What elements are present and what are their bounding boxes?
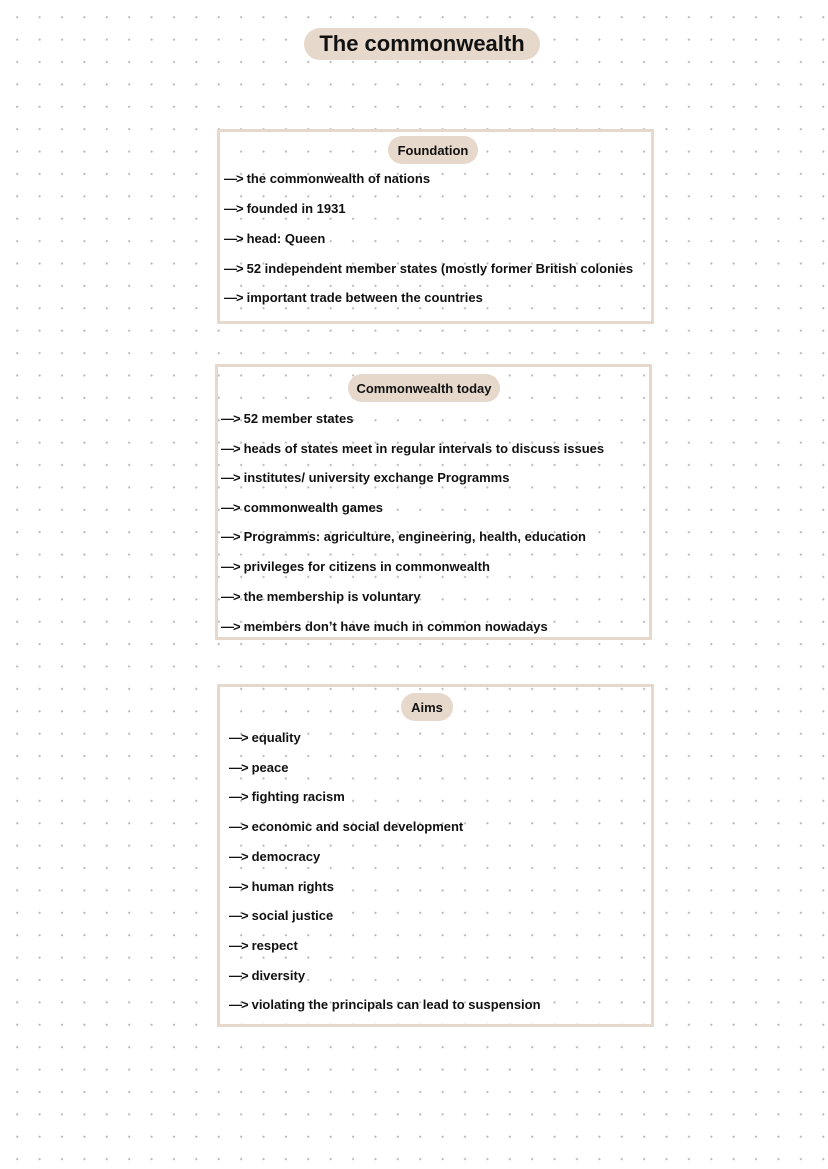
arrow-icon: —>	[221, 470, 240, 485]
list-item-text: 52 independent member states (mostly former British colonies	[246, 261, 634, 276]
arrow-icon: —>	[229, 997, 248, 1012]
section-heading: Commonwealth today	[348, 374, 500, 402]
arrow-icon: —>	[229, 789, 248, 804]
list-item-text: the commonwealth of nations	[246, 171, 431, 186]
section-commonwealth-today	[215, 364, 652, 640]
list-item-text: the membership is voluntary	[243, 589, 421, 604]
arrow-icon: —>	[224, 231, 243, 246]
list-item	[221, 470, 509, 486]
arrow-icon: —>	[229, 879, 248, 894]
list-item	[221, 559, 490, 575]
list-item	[221, 619, 548, 635]
list-item-text: economic and social development	[251, 819, 464, 834]
list-item	[229, 938, 298, 954]
list-item-text: respect	[251, 938, 298, 953]
list-item	[224, 231, 325, 247]
arrow-icon: —>	[221, 411, 240, 426]
arrow-icon: —>	[229, 819, 248, 834]
arrow-icon: —>	[221, 589, 240, 604]
list-item-text: privileges for citizens in commonwealth	[243, 559, 490, 574]
page-title: The commonwealth	[304, 28, 540, 60]
list-item-text: fighting racism	[251, 789, 345, 804]
list-item-text: human rights	[251, 879, 334, 894]
list-item	[221, 441, 604, 457]
list-item	[229, 879, 334, 895]
list-item-text: important trade between the countries	[246, 290, 483, 305]
list-item	[221, 500, 383, 516]
arrow-icon: —>	[229, 849, 248, 864]
list-item	[229, 760, 288, 776]
list-item-text: 52 member states	[243, 411, 354, 426]
arrow-icon: —>	[229, 968, 248, 983]
arrow-icon: —>	[224, 261, 243, 276]
section-aims	[217, 684, 654, 1027]
list-item-text: commonwealth games	[243, 500, 384, 515]
list-item	[224, 201, 346, 217]
list-item-text: heads of states meet in regular intervals to discuss issues	[243, 441, 605, 456]
arrow-icon: —>	[221, 619, 240, 634]
arrow-icon: —>	[224, 290, 243, 305]
list-item-text: diversity	[251, 968, 306, 983]
list-item	[224, 261, 633, 277]
arrow-icon: —>	[229, 760, 248, 775]
arrow-icon: —>	[221, 441, 240, 456]
list-item	[224, 171, 430, 187]
arrow-icon: —>	[224, 201, 243, 216]
list-item	[229, 789, 345, 805]
list-item-text: head: Queen	[246, 231, 326, 246]
list-item-text: founded in 1931	[246, 201, 346, 216]
list-item-text: peace	[251, 760, 289, 775]
arrow-icon: —>	[221, 500, 240, 515]
list-item-text: equality	[251, 730, 301, 745]
list-item	[229, 849, 320, 865]
list-item-text: violating the principals can lead to suspension	[251, 997, 541, 1012]
list-item	[229, 819, 463, 835]
list-item	[224, 290, 483, 306]
arrow-icon: —>	[229, 938, 248, 953]
list-item-text: democracy	[251, 849, 321, 864]
arrow-icon: —>	[221, 529, 240, 544]
list-item	[221, 411, 353, 427]
list-item-text: institutes/ university exchange Programms	[243, 470, 510, 485]
list-item	[229, 730, 301, 746]
list-item-text: Programms: agriculture, engineering, health, education	[243, 529, 586, 544]
list-item	[221, 529, 586, 545]
arrow-icon: —>	[221, 559, 240, 574]
arrow-icon: —>	[229, 730, 248, 745]
arrow-icon: —>	[224, 171, 243, 186]
section-heading: Aims	[401, 693, 453, 721]
arrow-icon: —>	[229, 908, 248, 923]
list-item-text: members don’t have much in common nowadays	[243, 619, 548, 634]
list-item	[229, 997, 541, 1013]
list-item	[221, 589, 421, 605]
section-foundation	[217, 129, 654, 324]
section-heading: Foundation	[388, 136, 478, 164]
list-item-text: social justice	[251, 908, 334, 923]
list-item	[229, 908, 333, 924]
list-item	[229, 968, 305, 984]
